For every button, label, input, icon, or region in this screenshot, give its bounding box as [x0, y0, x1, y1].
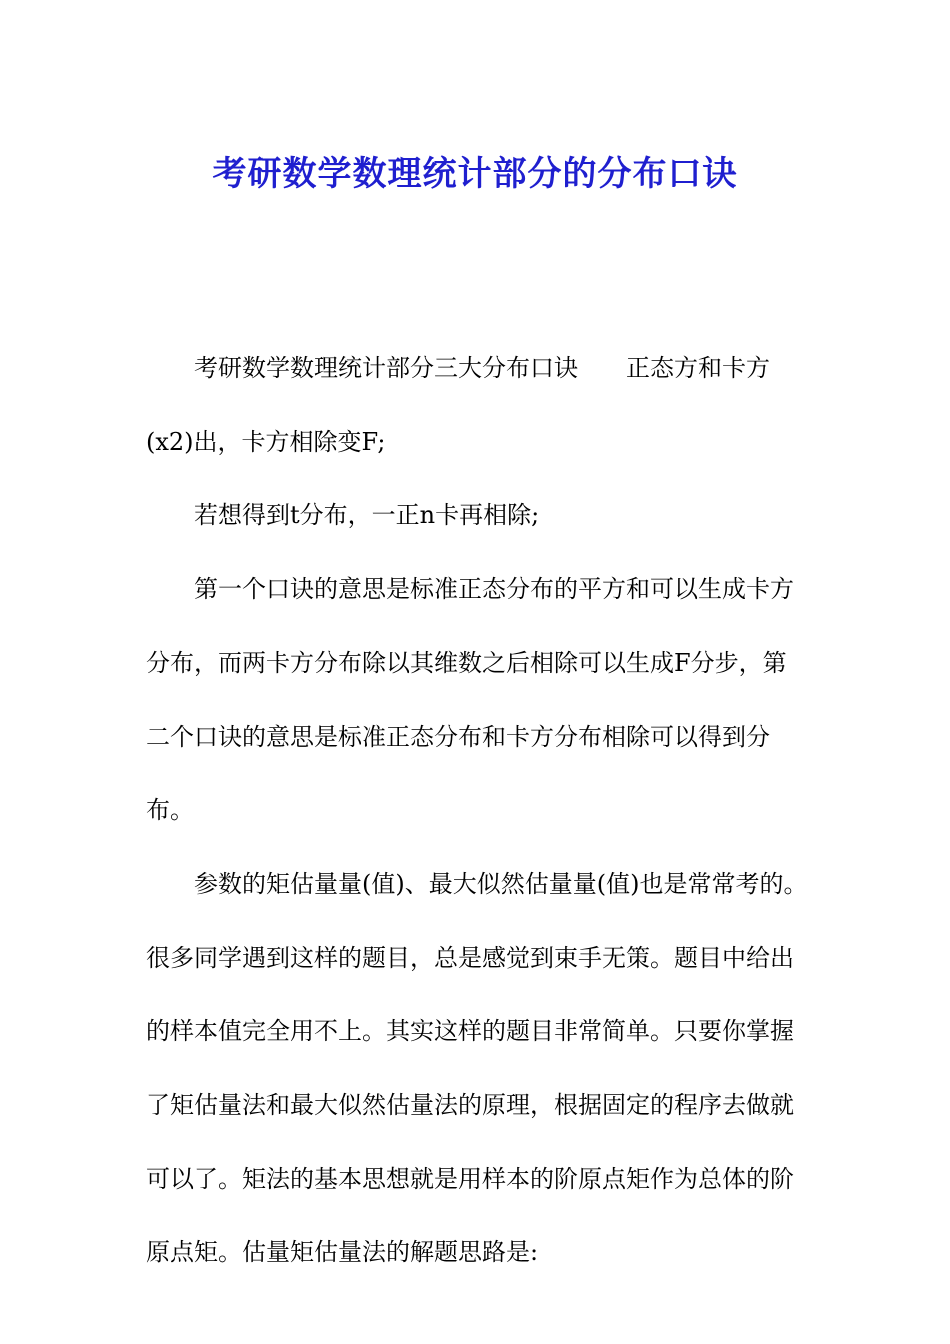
paragraph-estimation-methods: 参数的矩估量量(值)、最大似然估量量(值)也是常常考的。很多同学遇到这样的题目，总是感觉到束手无策。题目中给出的样本值完全用不上。其实这样的题目非常简单。只要你掌握了矩估量法和最大似然估量法的原理，根据固定的程序去做就可以了。矩法的基本思想就是用样本的阶原点矩作为总体的阶原点矩。估量矩估量法的解题思路是: [146, 869, 808, 1267]
paragraph-distribution-mnemonic [146, 332, 810, 479]
paragraph-rest: 正态方和卡方(x2)出，卡方相除变F; [146, 354, 770, 456]
paragraph-mnemonic-explanation: 第一个口诀的意思是标准正态分布的平方和可以生成卡方分布，而两卡方分布除以其维数之后相除可以生成F分步，第二个口诀的意思是标准正态分布和卡方分布相除可以得到分布。 [146, 575, 794, 825]
paragraph-t-distribution: 若想得到t分布，一正n卡再相除; [194, 501, 540, 530]
document-body [146, 332, 810, 1290]
page-title: 考研数学数理统计部分的分布口诀 [212, 153, 738, 194]
paragraph-lead: 考研数学数理统计部分三大分布口诀 [194, 354, 578, 382]
